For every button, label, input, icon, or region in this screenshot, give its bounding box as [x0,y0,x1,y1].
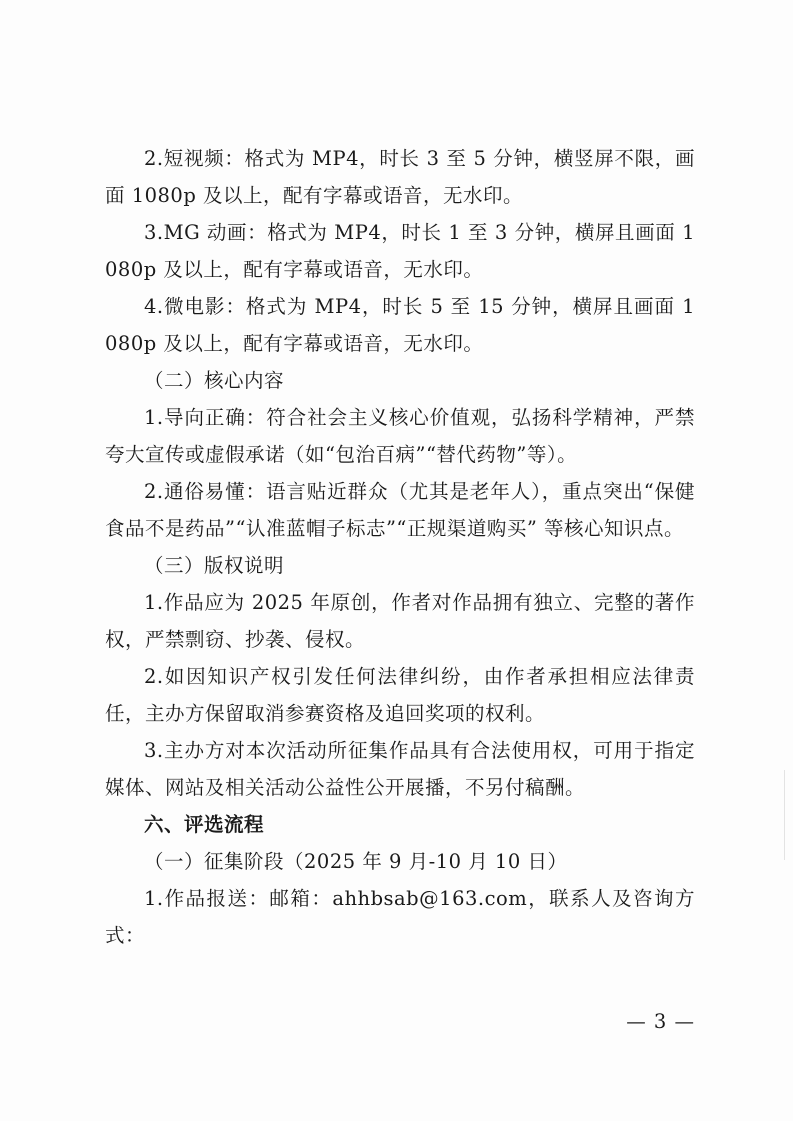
section-heading-copyright: （三）版权说明 [144,554,285,577]
paragraph-submission-email: 1.作品报送：邮箱：ahhbsab@163.com，联系人及咨询方式： [105,887,695,947]
paragraph-micro-film: 4.微电影：格式为 MP4，时长 5 至 15 分钟，横屏且画面 1080p 及以上，配有字幕或语音，无水印。 [105,295,695,355]
paragraph-easy-to-understand: 2.通俗易懂：语言贴近群众（尤其是老年人），重点突出“保健食品不是药品”“认准蓝帽子标志”“正规渠道购买” 等核心知识点。 [105,480,695,540]
paragraph-original-work: 1.作品应为 2025 年原创，作者对作品拥有独立、完整的著作权，严禁剽窃、抄袭、侵权。 [105,591,695,651]
paragraph-mg-animation: 3.MG 动画：格式为 MP4，时长 1 至 3 分钟，横屏且画面 1080p 及以上，配有字幕或语音，无水印。 [105,221,695,281]
section-heading-collection-stage: （一）征集阶段（2025 年 9 月-10 月 10 日） [144,850,568,873]
paragraph-short-video: 2.短视频：格式为 MP4，时长 3 至 5 分钟，横竖屏不限，画面 1080p 及以上，配有字幕或语音，无水印。 [105,147,695,207]
paragraph-usage-rights: 3.主办方对本次活动所征集作品具有合法使用权，可用于指定媒体、网站及相关活动公益性公开展播，不另付稿酬。 [105,739,695,799]
scan-edge-line [784,770,785,860]
chapter-heading-selection-process: 六、评选流程 [144,813,265,836]
paragraph-legal-disputes: 2.如因知识产权引发任何法律纠纷，由作者承担相应法律责任，主办方保留取消参赛资格及追回奖项的权利。 [105,665,695,725]
page-number: — 3 — [626,1010,695,1033]
document-body [105,140,695,954]
paragraph-correct-orientation: 1.导向正确：符合社会主义核心价值观，弘扬科学精神，严禁夸大宣传或虚假承诺（如“包治百病”“替代药物”等）。 [105,406,695,466]
section-heading-core-content: （二）核心内容 [144,369,285,392]
